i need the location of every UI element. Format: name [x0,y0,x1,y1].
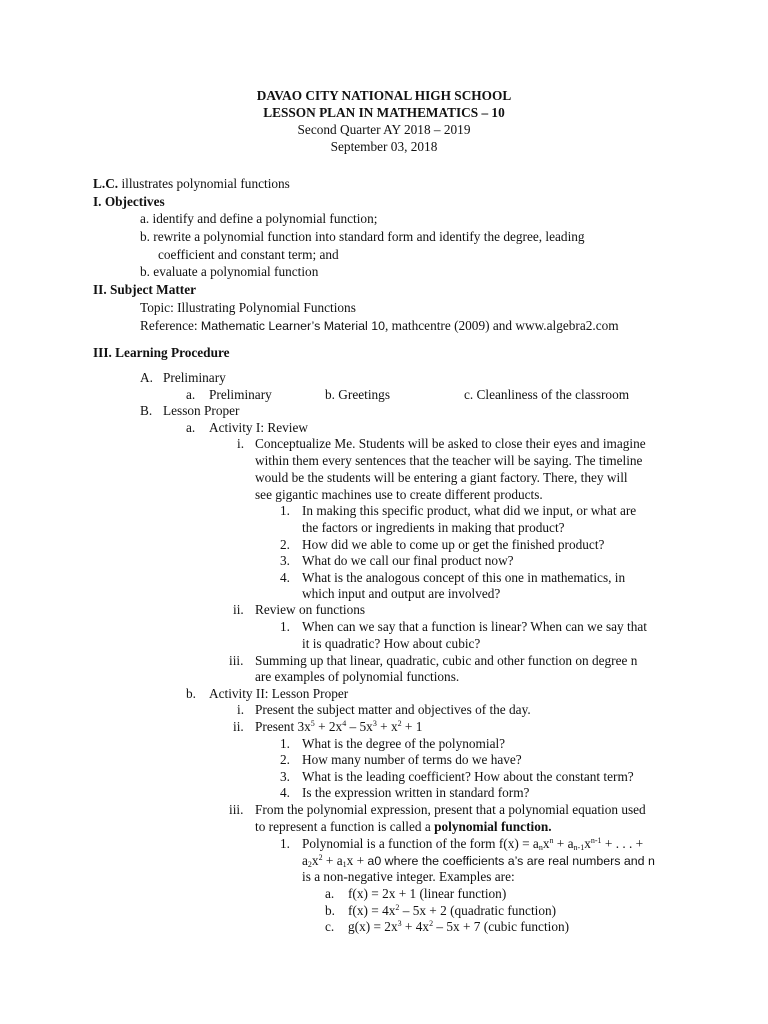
activity1-iii-line1: Summing up that linear, quadratic, cubic and other function on degree n [255,653,638,668]
objectives-heading: I. Objectives [93,194,165,209]
prelim-a: Preliminary [209,387,272,402]
activity1-ii-marker: ii. [233,602,244,617]
topic-line: Topic: Illustrating Polynomial Functions [140,300,356,315]
example-b-marker: b. [325,903,335,918]
question-2-marker: 2. [280,537,290,552]
polynomial-q4: Is the expression written in standard form? [302,785,530,800]
question-1-marker: 1. [280,503,290,518]
activity1-ii: Review on functions [255,602,366,617]
definition-1-line1: Polynomial is a function of the form $f(x) = a_nx^n + a_{n-1}x^{n-1}$ + . . . + [302,836,644,852]
activity1-i-line3: would be the students will be entering a giant factory. There, they will [255,470,628,485]
definition-1-marker: 1. [280,836,290,851]
prelim-a-marker: a. [186,387,196,402]
question-4-line2: which input and output are involved? [302,586,501,601]
school-name: DAVAO CITY NATIONAL HIGH SCHOOL [256,88,512,103]
activity2-iii-line2: to represent a function is called a polynomial function. [255,819,552,834]
subject-matter-heading: II. Subject Matter [93,282,197,297]
polynomial-expression: Present $3x^5 + 2x^4 - 5x^3 + x^2 + 1$ [255,719,423,734]
lc-label: L.C. [93,176,119,191]
section-a-marker: A. [140,370,153,385]
activity1-iii-marker: iii. [229,653,244,668]
activity1-i-line4: see gigantic machines use to create different products. [255,487,543,502]
definition-1-line2: $a_2x^2 + a_1x + a0$ where the coefficients a’s are real numbers and n [302,853,655,869]
example-b: $f(x) = 4x^2 - 5x + 2$ (quadratic function) [348,903,557,918]
objective-c: b. evaluate a polynomial function [140,264,319,279]
polynomial-q4-marker: 4. [280,785,290,800]
objective-b-line1: b. rewrite a polynomial function into standard form and identify the degree, leading [140,229,585,244]
review-1-line1: When can we say that a function is linear? When can we say that [302,619,647,634]
learning-procedure-heading: III. Learning Procedure [93,345,230,360]
section-b-marker: B. [140,403,153,418]
polynomial-q1: What is the degree of the polynomial? [302,736,506,751]
activity2-i-marker: i. [237,702,245,717]
activity1-i-marker: i. [237,436,245,451]
definition-1-line3: is a non-negative integer. Examples are: [302,869,515,884]
question-2: How did we able to come up or get the finished product? [302,537,605,552]
polynomial-q3-marker: 3. [280,769,290,784]
question-4-line1: What is the analogous concept of this one in mathematics, in [302,570,626,585]
prelim-b: b. Greetings [325,387,390,402]
prelim-c: c. Cleanliness of the classroom [464,387,630,402]
activity2-iii-marker: iii. [229,802,244,817]
activity1-marker: a. [186,420,196,435]
question-3: What do we call our final product now? [302,553,514,568]
section-b-title: Lesson Proper [163,403,240,418]
example-c-marker: c. [325,919,335,934]
activity2-i: Present the subject matter and objectives of the day. [255,702,531,717]
date-line: September 03, 2018 [330,139,438,154]
activity2-marker: b. [186,686,196,701]
section-a-title: Preliminary [163,370,226,385]
review-1-marker: 1. [280,619,290,634]
reference-line: Reference: Mathematic Learner’s Material 10, mathcentre (2009) and www.algebra2.com [140,318,619,333]
objective-b-line2: coefficient and constant term; and [158,247,339,262]
activity1-i-line1: Conceptualize Me. Students will be asked to close their eyes and imagine [255,436,646,451]
example-a: f(x) = 2x + 1 (linear function) [348,886,507,901]
activity1-iii-line2: are examples of polynomial functions. [255,669,460,684]
question-3-marker: 3. [280,553,290,568]
objective-a: a. identify and define a polynomial function; [140,211,378,226]
example-c: $g(x) = 2x^3 + 4x^2 - 5x + 7$ (cubic function) [348,919,570,934]
review-1-line2: it is quadratic? How about cubic? [302,636,481,651]
polynomial-function-term: polynomial function. [434,819,552,834]
learning-competency [93,175,290,192]
activity2-title: Activity II: Lesson Proper [209,686,349,701]
lc-text: illustrates polynomial functions [118,176,290,191]
question-4-marker: 4. [280,570,290,585]
polynomial-q2-marker: 2. [280,752,290,767]
question-1-line1: In making this specific product, what did we input, or what are [302,503,637,518]
lesson-plan-title: LESSON PLAN IN MATHEMATICS – 10 [263,105,505,120]
activity2-iii-line1: From the polynomial expression, present that a polynomial equation used [255,802,646,817]
polynomial-q2: How many number of terms do we have? [302,752,522,767]
quarter-line: Second Quarter AY 2018 – 2019 [297,122,471,137]
activity2-ii-marker: ii. [233,719,244,734]
question-1-line2: the factors or ingredients in making that product? [302,520,565,535]
polynomial-q1-marker: 1. [280,736,290,751]
polynomial-q3: What is the leading coefficient? How about the constant term? [302,769,634,784]
activity1-title: Activity I: Review [209,420,308,435]
example-a-marker: a. [325,886,335,901]
activity1-i-line2: within them every sentences that the teacher will be saying. The timeline [255,453,643,468]
